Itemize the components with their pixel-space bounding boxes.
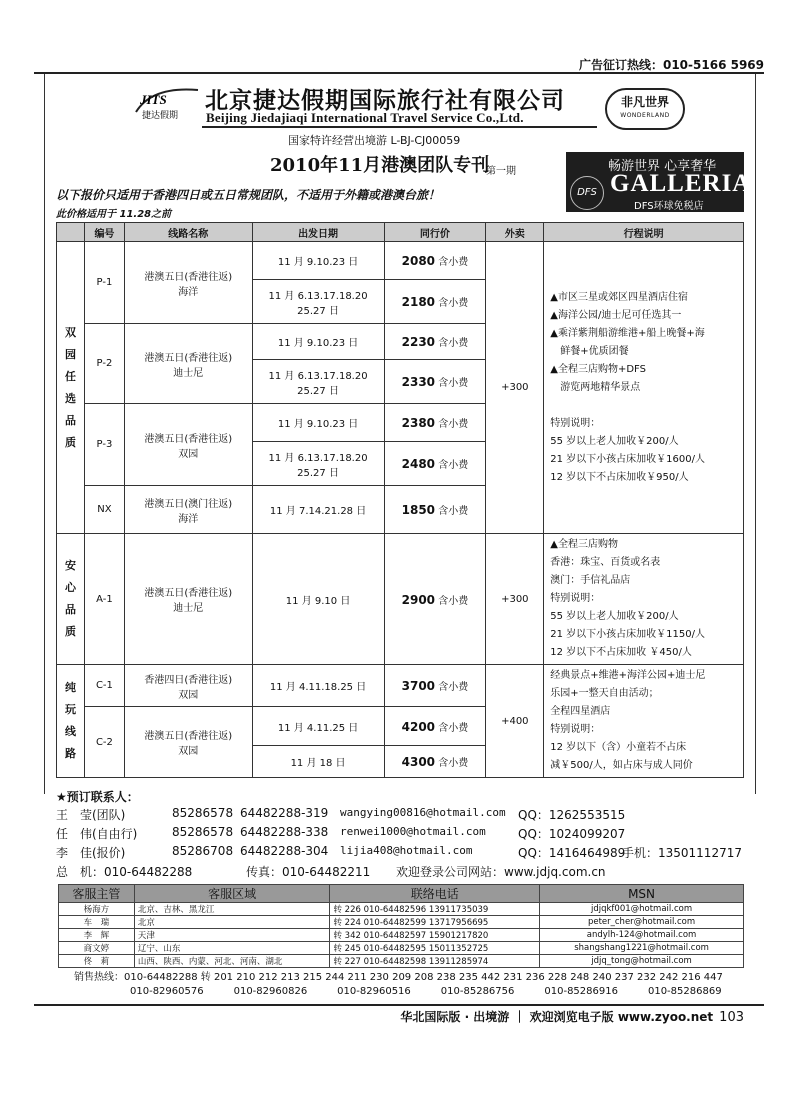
price-cell (384, 360, 486, 404)
route-name-line: 双园 (178, 746, 199, 757)
service-header (59, 885, 744, 903)
table-header (57, 223, 744, 242)
departure-date (252, 360, 384, 404)
departure-date: 11 月 9.10.23 日 (252, 404, 384, 442)
sell-price: +400 (486, 665, 544, 778)
price-value: 2480 (401, 457, 436, 471)
route-code: A-1 (84, 534, 124, 665)
col-header: 线路名称 (124, 223, 252, 242)
company-name-cn: 北京捷达假期国际旅行社有限公司 (205, 87, 565, 114)
route-name-line: 双园 (178, 689, 199, 701)
itinerary-lines (550, 536, 737, 662)
col-header: 编号 (84, 223, 124, 242)
route-name (124, 324, 252, 404)
ad-slogan: 畅游世界 心享奢华 (608, 159, 717, 174)
price-value: 3700 (401, 679, 436, 693)
service-region: 山西、陕西、内蒙、河北、河南、湖北 (134, 955, 330, 968)
service-manager: 佟 莉 (59, 955, 135, 968)
contact-mobile: 手机：13501112717 (622, 846, 742, 860)
route-name-line: 港澳五日(香港往返) (144, 588, 233, 599)
service-phone: 转 245 010-64482595 15011352725 (330, 942, 540, 955)
departure-date (252, 280, 384, 324)
wonderland-en: WONDERLAND (620, 112, 670, 119)
price-value: 2230 (401, 335, 436, 349)
route-code: P-1 (84, 242, 124, 324)
route-code: C-2 (84, 707, 124, 778)
departure-date: 11 月 9.10 日 (252, 534, 384, 665)
itinerary-line: 减￥500/人，如占床与成人同价 (550, 760, 693, 771)
footer-rule (34, 1004, 764, 1006)
price-value: 2330 (401, 375, 436, 389)
category-cell (57, 665, 85, 778)
service-row (59, 929, 744, 942)
price-cell (384, 324, 486, 360)
itinerary-lines (550, 289, 737, 487)
itinerary-line: 55 岁以上老人加收￥200/人 (550, 611, 679, 622)
dfs-logo-icon: DFS (570, 176, 604, 210)
service-msn[interactable]: jdjqkf001@hotmail.com (540, 903, 744, 916)
col-header: 外卖 (486, 223, 544, 242)
price-tip: 含小费 (438, 506, 469, 517)
itinerary-line: 12 岁以下不占床加收 ￥450/人 (550, 647, 692, 658)
price-tip: 含小费 (438, 378, 469, 389)
itinerary-line: 12 岁以下（含）小童若不占床 (550, 742, 687, 753)
service-manager: 李 辉 (59, 929, 135, 942)
departure-date (252, 442, 384, 486)
service-phone: 转 227 010-64482598 13911285974 (330, 955, 540, 968)
price-tip: 含小费 (438, 257, 469, 268)
contact-name: 王 莹(团队) (56, 808, 126, 822)
category-label: 双园任选品质 (64, 325, 76, 449)
price-value: 4300 (401, 755, 436, 769)
wonderland-cn: 非凡世界 (620, 95, 669, 109)
contact-name: 任 伟(自由行) (56, 827, 138, 841)
itinerary-line: ▲全程三店购物 (550, 539, 618, 550)
route-name-line: 香港四日(香港往返) (144, 674, 233, 686)
route-name (124, 534, 252, 665)
route-code: C-1 (84, 665, 124, 707)
departure-date: 11 月 9.10.23 日 (252, 324, 384, 360)
category-label: 安心品质 (64, 559, 76, 638)
ad-hotline: 广告征订热线：010-5166 5969 (578, 58, 764, 72)
service-row (59, 942, 744, 955)
contact-tel: 64482288-319 (240, 806, 329, 820)
service-table (58, 884, 744, 968)
col-header: 客服区域 (134, 885, 330, 903)
itinerary-line: 游览两地精华景点 (550, 381, 641, 393)
service-msn[interactable]: andylh-124@hotmail.com (540, 929, 744, 942)
price-value: 4200 (401, 719, 436, 734)
price-cell (384, 486, 486, 534)
route-name-line: 港澳五日(澳门往返) (144, 498, 233, 510)
footer-text: 华北国际版 · 出境游 ｜ 欢迎浏览电子版 www.zyoo.net (400, 1010, 714, 1024)
sell-price: +300 (486, 242, 544, 534)
contact-email[interactable]: lijia408@hotmail.com (340, 844, 473, 857)
table-row (57, 242, 744, 280)
itinerary-line: ▲全程三店购物+DFS (550, 363, 646, 375)
itinerary-line: ▲市区三星或郊区四星酒店住宿 (550, 291, 688, 303)
service-msn[interactable]: jdjq_tong@hotmail.com (540, 955, 744, 968)
itinerary-notes (544, 665, 744, 778)
contact-email[interactable]: wangying00816@hotmail.com (340, 806, 506, 819)
itinerary-line: 55 岁以上老人加收￥200/人 (550, 435, 679, 447)
date-line: 25.27 日 (297, 467, 339, 479)
date-line: 25.27 日 (297, 305, 339, 317)
departure-date: 11 月 4.11.25 日 (252, 707, 384, 746)
date-line: 11 月 6.13.17.18.20 (268, 452, 368, 464)
itinerary-line: 香港：珠宝、百货或名表 (550, 557, 661, 568)
col-header: 联络电话 (330, 885, 540, 903)
price-cell (384, 404, 486, 442)
route-name (124, 404, 252, 486)
fax: 传真：010-64482211 (246, 865, 371, 879)
route-name-line: 海洋 (178, 286, 199, 298)
service-region: 天津 (134, 929, 330, 942)
departure-date: 11 月 7.14.21.28 日 (252, 486, 384, 534)
sales-line: 010-82960576 010-82960826 010-82960516 010-85286756 010-85286916 010-85286869 (130, 986, 722, 997)
price-tip: 含小费 (438, 419, 469, 430)
col-header: 出发日期 (252, 223, 384, 242)
category-cell (57, 534, 85, 665)
itinerary-line: 经典景点+维港+海洋公园+迪士尼 (550, 670, 706, 681)
col-header: MSN (540, 885, 744, 903)
contact-row (56, 825, 756, 844)
website[interactable]: 欢迎登录公司网站：www.jdjq.com.cn (396, 865, 606, 879)
itinerary-line: 全程四星酒店 (550, 706, 611, 717)
price-cell (384, 534, 486, 665)
col-header (57, 223, 85, 242)
itinerary-line: ▲乘洋紫荆船游维港+船上晚餐+海 (550, 327, 705, 339)
contact-title: ★预订联系人： (56, 790, 139, 804)
contact-name: 李 佳(报价) (56, 846, 126, 860)
wonderland-logo (605, 88, 685, 130)
ad-brand: GALLERIA (610, 170, 752, 197)
service-phone: 转 226 010-64482596 13911735039 (330, 903, 540, 916)
route-name-line: 港澳五日(香港往返) (144, 433, 233, 445)
ad-subtitle: DFS环球免税店 (634, 201, 704, 212)
company-underline (202, 126, 597, 128)
itinerary-line: ▲海洋公园/迪士尼可任选其一 (550, 309, 682, 321)
itinerary-line: 特别说明： (550, 417, 601, 429)
dfs-galleria-ad (566, 152, 752, 212)
contact-tel: 85286578 (172, 806, 234, 820)
itinerary-line: 鲜餐+优质团餐 (550, 345, 629, 357)
col-header: 同行价 (384, 223, 486, 242)
itinerary-lines (550, 667, 737, 775)
route-code: P-3 (84, 404, 124, 486)
price-validity: 此价格适用于 11.28之前 (56, 209, 172, 220)
contact-tel: 85286578 (172, 825, 234, 839)
contact-qq: QQ：1024099207 (518, 827, 626, 841)
price-tip: 含小费 (438, 298, 469, 309)
service-region: 北京 (134, 916, 330, 929)
price-tip: 含小费 (438, 595, 469, 607)
price-tip: 含小费 (438, 722, 469, 734)
price-cell (384, 242, 486, 280)
route-name (124, 707, 252, 778)
page-number: 103 (719, 1010, 744, 1025)
issue-title: 2010年11月港澳团队专刊 (270, 155, 490, 176)
route-name (124, 486, 252, 534)
itinerary-notes (544, 242, 744, 534)
route-code: NX (84, 486, 124, 534)
route-name-line: 迪士尼 (173, 367, 204, 379)
service-row (59, 903, 744, 916)
service-phone: 转 342 010-64482597 15901217820 (330, 929, 540, 942)
contact-tel: 85286708 (172, 844, 234, 858)
switchboard: 总 机：010-64482288 (56, 865, 193, 879)
jits-logo-icon (132, 84, 202, 122)
price-value: 2900 (401, 592, 436, 607)
service-rows (59, 903, 744, 968)
price-value: 2080 (401, 254, 436, 268)
contact-email[interactable]: renwei1000@hotmail.com (340, 825, 486, 838)
price-notice: 以下报价只适用于香港四日或五日常规团队，不适用于外籍或港澳台旅！ (56, 188, 441, 202)
contact-section (56, 788, 756, 882)
price-cell (384, 707, 486, 746)
contact-qq: QQ：1262553515 (518, 808, 626, 822)
service-manager: 商文婷 (59, 942, 135, 955)
issue-number: 第一期 (486, 166, 516, 177)
itinerary-line (550, 397, 737, 415)
price-tip: 含小费 (438, 682, 469, 693)
contact-tel: 64482288-338 (240, 825, 329, 839)
category-label: 纯玩线路 (64, 681, 76, 760)
footer (400, 1008, 744, 1025)
jits-logo-text: JITS (140, 92, 167, 107)
departure-date: 11 月 9.10.23 日 (252, 242, 384, 280)
sell-price: +300 (486, 534, 544, 665)
sales-line: 销售热线：010-64482288 转 201 210 212 213 215 244 211 230 209 208 238 235 442 231 236 228 248 240 237 232 242 216 447 (74, 972, 723, 983)
price-cell (384, 442, 486, 486)
table-row (57, 665, 744, 707)
price-tip: 含小费 (438, 758, 469, 769)
date-line: 25.27 日 (297, 385, 339, 397)
col-header: 行程说明 (544, 223, 744, 242)
contact-tel: 64482288-304 (240, 844, 329, 858)
route-name (124, 665, 252, 707)
service-row (59, 955, 744, 968)
table-row (57, 534, 744, 665)
service-region: 辽宁、山东 (134, 942, 330, 955)
route-name-line: 港澳五日(香港往返) (144, 352, 233, 364)
departure-date: 11 月 4.11.18.25 日 (252, 665, 384, 707)
route-code: P-2 (84, 324, 124, 404)
service-msn[interactable]: peter_cher@hotmail.com (540, 916, 744, 929)
route-name-line: 港澳五日(香港往返) (144, 271, 233, 283)
jits-logo-subtext: 捷达假期 (142, 111, 179, 121)
service-row (59, 916, 744, 929)
service-manager: 杨海方 (59, 903, 135, 916)
service-region: 北京、吉林、黑龙江 (134, 903, 330, 916)
itinerary-line: 特别说明： (550, 724, 601, 735)
company-name-en: Beijing Jiedajiaqi International Travel Service Co.,Ltd. (206, 110, 524, 125)
route-name-line: 港澳五日(香港往返) (144, 731, 233, 742)
route-name-line: 海洋 (178, 513, 199, 525)
itinerary-line: 乐园+一整天自由活动； (550, 688, 659, 699)
departure-date: 11 月 18 日 (252, 746, 384, 778)
price-cell (384, 280, 486, 324)
itinerary-line: 特别说明： (550, 593, 601, 604)
itinerary-line: 澳门：手信礼品店 (550, 575, 631, 586)
service-manager: 车 瑞 (59, 916, 135, 929)
price-value: 2180 (401, 295, 436, 309)
route-name (124, 242, 252, 324)
price-tip: 含小费 (438, 460, 469, 471)
contact-qq: QQ：1416464989 (518, 846, 626, 860)
contact-row (56, 806, 756, 825)
contact-row (56, 844, 756, 863)
price-table (56, 222, 744, 778)
category-cell (57, 242, 85, 534)
price-value: 1850 (401, 503, 436, 517)
price-value: 2380 (401, 416, 436, 430)
service-msn[interactable]: shangshang1221@hotmail.com (540, 942, 744, 955)
sales-hotline (74, 971, 723, 999)
price-cell (384, 746, 486, 778)
itinerary-notes (544, 534, 744, 665)
contact-row (56, 863, 756, 882)
col-header: 客服主管 (59, 885, 135, 903)
license-number: 国家特许经营出境游 L-BJ-CJ00059 (288, 134, 461, 147)
date-line: 11 月 6.13.17.18.20 (268, 290, 368, 302)
route-name-line: 迪士尼 (173, 603, 204, 614)
price-cell (384, 665, 486, 707)
itinerary-line: 12 岁以下不占床加收￥950/人 (550, 471, 689, 483)
service-phone: 转 224 010-64482599 13717956695 (330, 916, 540, 929)
itinerary-line: 21 岁以下小孩占床加收￥1600/人 (550, 453, 706, 465)
date-line: 11 月 6.13.17.18.20 (268, 370, 368, 382)
itinerary-line: 21 岁以下小孩占床加收￥1150/人 (550, 629, 706, 640)
route-name-line: 双园 (178, 448, 199, 460)
price-tip: 含小费 (438, 338, 469, 349)
